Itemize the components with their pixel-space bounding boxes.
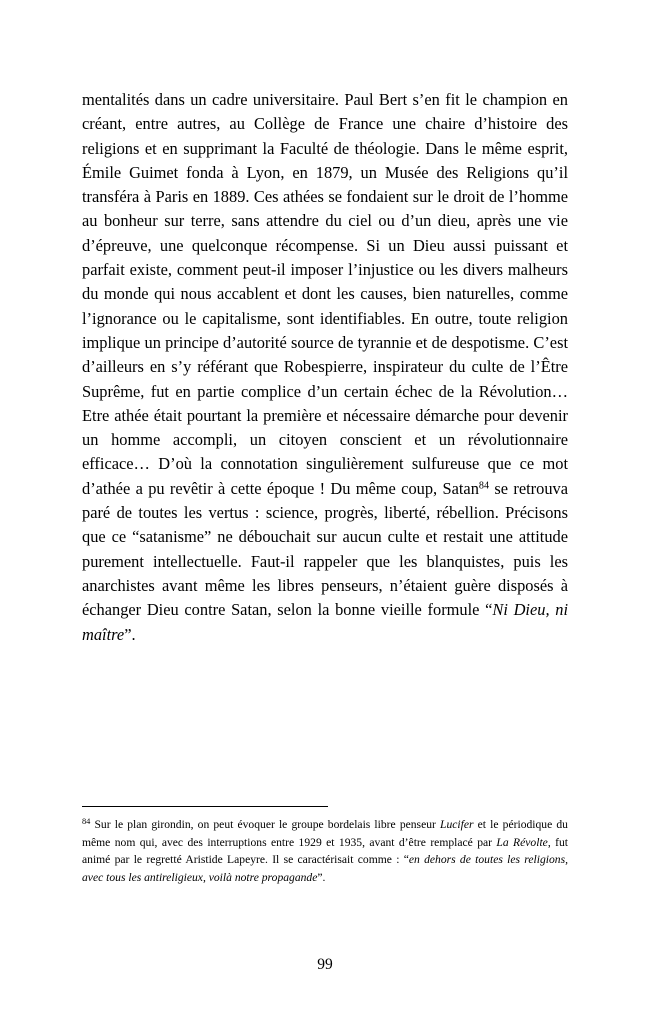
italic-run: Lucifer [440,818,474,831]
footnote-separator-rule [82,806,328,807]
italic-run: La Révolte [496,835,548,849]
footnote-marker: 84 [82,816,91,826]
footnote-section [82,806,568,886]
italic-run: Ni Dieu, ni maître [82,600,569,644]
body-text-block [82,88,568,647]
footnote-reference-marker: 84 [478,480,490,492]
italic-run: en dehors de toutes les religions, avec tous les antireligieux, voilà notre propagande [82,853,568,884]
footnote-text: $^{84}$ Sur le plan girondin, on peut évoquer le groupe bordelais libre penseur Lucifer et le périodique du même nom qui, avec des interruptions entre 1929 et 1935, avant d’être remplacé par La Révolte, fut animé par le regretté Aristide Lapeyre. Il se caractérisait comme : “en dehors de toutes les religions, avec tous les antireligieux, voilà notre propagande”. [82,816,568,884]
body-paragraph: mentalités dans un cadre universitaire. Paul Bert s’en fit le champion en créant, entre autres, au Collège de France une chaire d’histoire des religions et en supprimant la Faculté de théologie. Dans le même esprit, Émile Guimet fonda à Lyon, en 1879, un Musée des Religions qu’il transféra à Paris en 1889. Ces athées se fondaient sur le droit de l’homme au bonheur sur terre, sans attendre du ciel ou d’un dieu, après une vie d’épreuve, une quelconque récompense. Si un Dieu aussi puissant et parfait existe, comment peut-il imposer l’injustice ou les divers malheurs du monde qui nous accablent et dont les causes, bien naturelles, comme l’ignorance ou le capitalisme, sont identifiables. En outre, toute religion implique un principe d’autorité source de tyrannie et de despotisme. C’est d’ailleurs en s’y référant que Robespierre, inspirateur du culte de l’Être Suprême, fut en partie complice d’un certain échec de la Révolution… Etre athée était pourtant la première et nécessaire démarche pour devenir un homme accompli, un citoyen conscient et un révolutionnaire efficace… D’où la connotation singulièrement sulfureuse que ce mot d’athée a pu revêtir à cette époque ! Du même coup, Satan$^{84}$ se retrouva paré de toutes les vertus : science, progrès, liberté, rébellion. Précisons que ce “satanisme” ne débouchait sur aucun culte et restait une attitude purement intellectuelle. Faut-il rappeler que les blanquistes, puis les anarchistes avant même les libres penseurs, n’étaient guère disposés à échanger Dieu contre Satan, selon la bonne vieille formule “Ni Dieu, ni maître”. [82,90,569,644]
page-number: 99 [317,956,333,973]
